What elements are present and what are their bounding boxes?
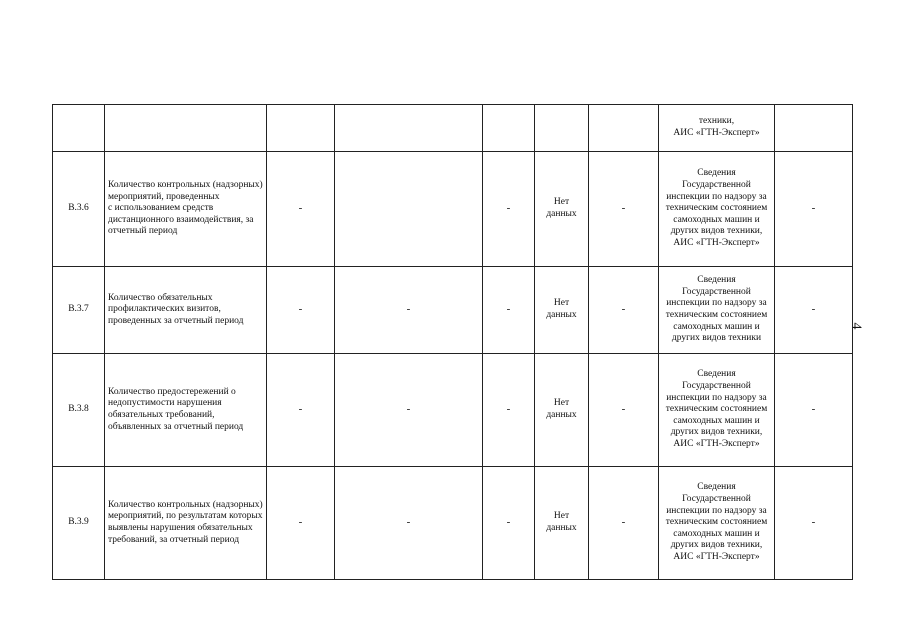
value-cell: - [483, 152, 535, 267]
source-cell: Сведения Государственной инспекции по надзору за техническим состоянием самоходных машин и других видов техники [659, 267, 775, 354]
value-cell: - [335, 267, 483, 354]
status-cell: Нет данных [535, 467, 589, 580]
source-cell: Сведения Государственной инспекции по надзору за техническим состоянием самоходных машин и других видов техники, АИС «ГТН-Эксперт» [659, 152, 775, 267]
value-cell [267, 105, 335, 152]
value-cell: - [267, 354, 335, 467]
value-cell [335, 105, 483, 152]
value-cell [775, 105, 853, 152]
source-cell: Сведения Государственной инспекции по надзору за техническим состоянием самоходных машин и других видов техники, АИС «ГТН-Эксперт» [659, 467, 775, 580]
table-row [53, 354, 853, 467]
value-cell: - [775, 354, 853, 467]
value-cell: - [483, 354, 535, 467]
status-cell [535, 105, 589, 152]
value-cell: - [589, 467, 659, 580]
value-cell: - [775, 267, 853, 354]
value-cell [483, 105, 535, 152]
table-row [53, 152, 853, 267]
source-cell: техники, АИС «ГТН-Эксперт» [659, 105, 775, 152]
value-cell [589, 105, 659, 152]
value-cell: - [267, 267, 335, 354]
table-row [53, 105, 853, 152]
indicator-name: Количество предостережений о недопустимости нарушения обязательных требований, объявленных за отчетный период [105, 354, 267, 467]
status-cell: Нет данных [535, 267, 589, 354]
value-cell: - [589, 354, 659, 467]
indicator-name: Количество обязательных профилактических визитов, проведенных за отчетный период [105, 267, 267, 354]
value-cell: - [483, 267, 535, 354]
value-cell: - [267, 152, 335, 267]
indicator-code: В.3.7 [53, 267, 105, 354]
value-cell: - [267, 467, 335, 580]
status-cell: Нет данных [535, 354, 589, 467]
table-row [53, 267, 853, 354]
status-cell: Нет данных [535, 152, 589, 267]
value-cell: - [775, 152, 853, 267]
indicator-name: Количество контрольных (надзорных) мероприятий, по результатам которых выявлены нарушения обязательных требований, за отчетный период [105, 467, 267, 580]
indicator-code [53, 105, 105, 152]
value-cell: - [775, 467, 853, 580]
value-cell: - [589, 267, 659, 354]
value-cell: - [589, 152, 659, 267]
value-cell: - [335, 467, 483, 580]
value-cell [335, 152, 483, 267]
indicator-name: Количество контрольных (надзорных) мероприятий, проведенных с использованием средств дистанционного взаимодействия, за отчетный период [105, 152, 267, 267]
indicator-name [105, 105, 267, 152]
value-cell: - [335, 354, 483, 467]
value-cell: - [483, 467, 535, 580]
indicator-code: В.3.9 [53, 467, 105, 580]
indicators-table [52, 104, 853, 580]
page-number: 4 [848, 322, 864, 330]
indicator-code: В.3.6 [53, 152, 105, 267]
table-row [53, 467, 853, 580]
source-cell: Сведения Государственной инспекции по надзору за техническим состоянием самоходных машин и других видов техники, АИС «ГТН-Эксперт» [659, 354, 775, 467]
indicator-code: В.3.8 [53, 354, 105, 467]
